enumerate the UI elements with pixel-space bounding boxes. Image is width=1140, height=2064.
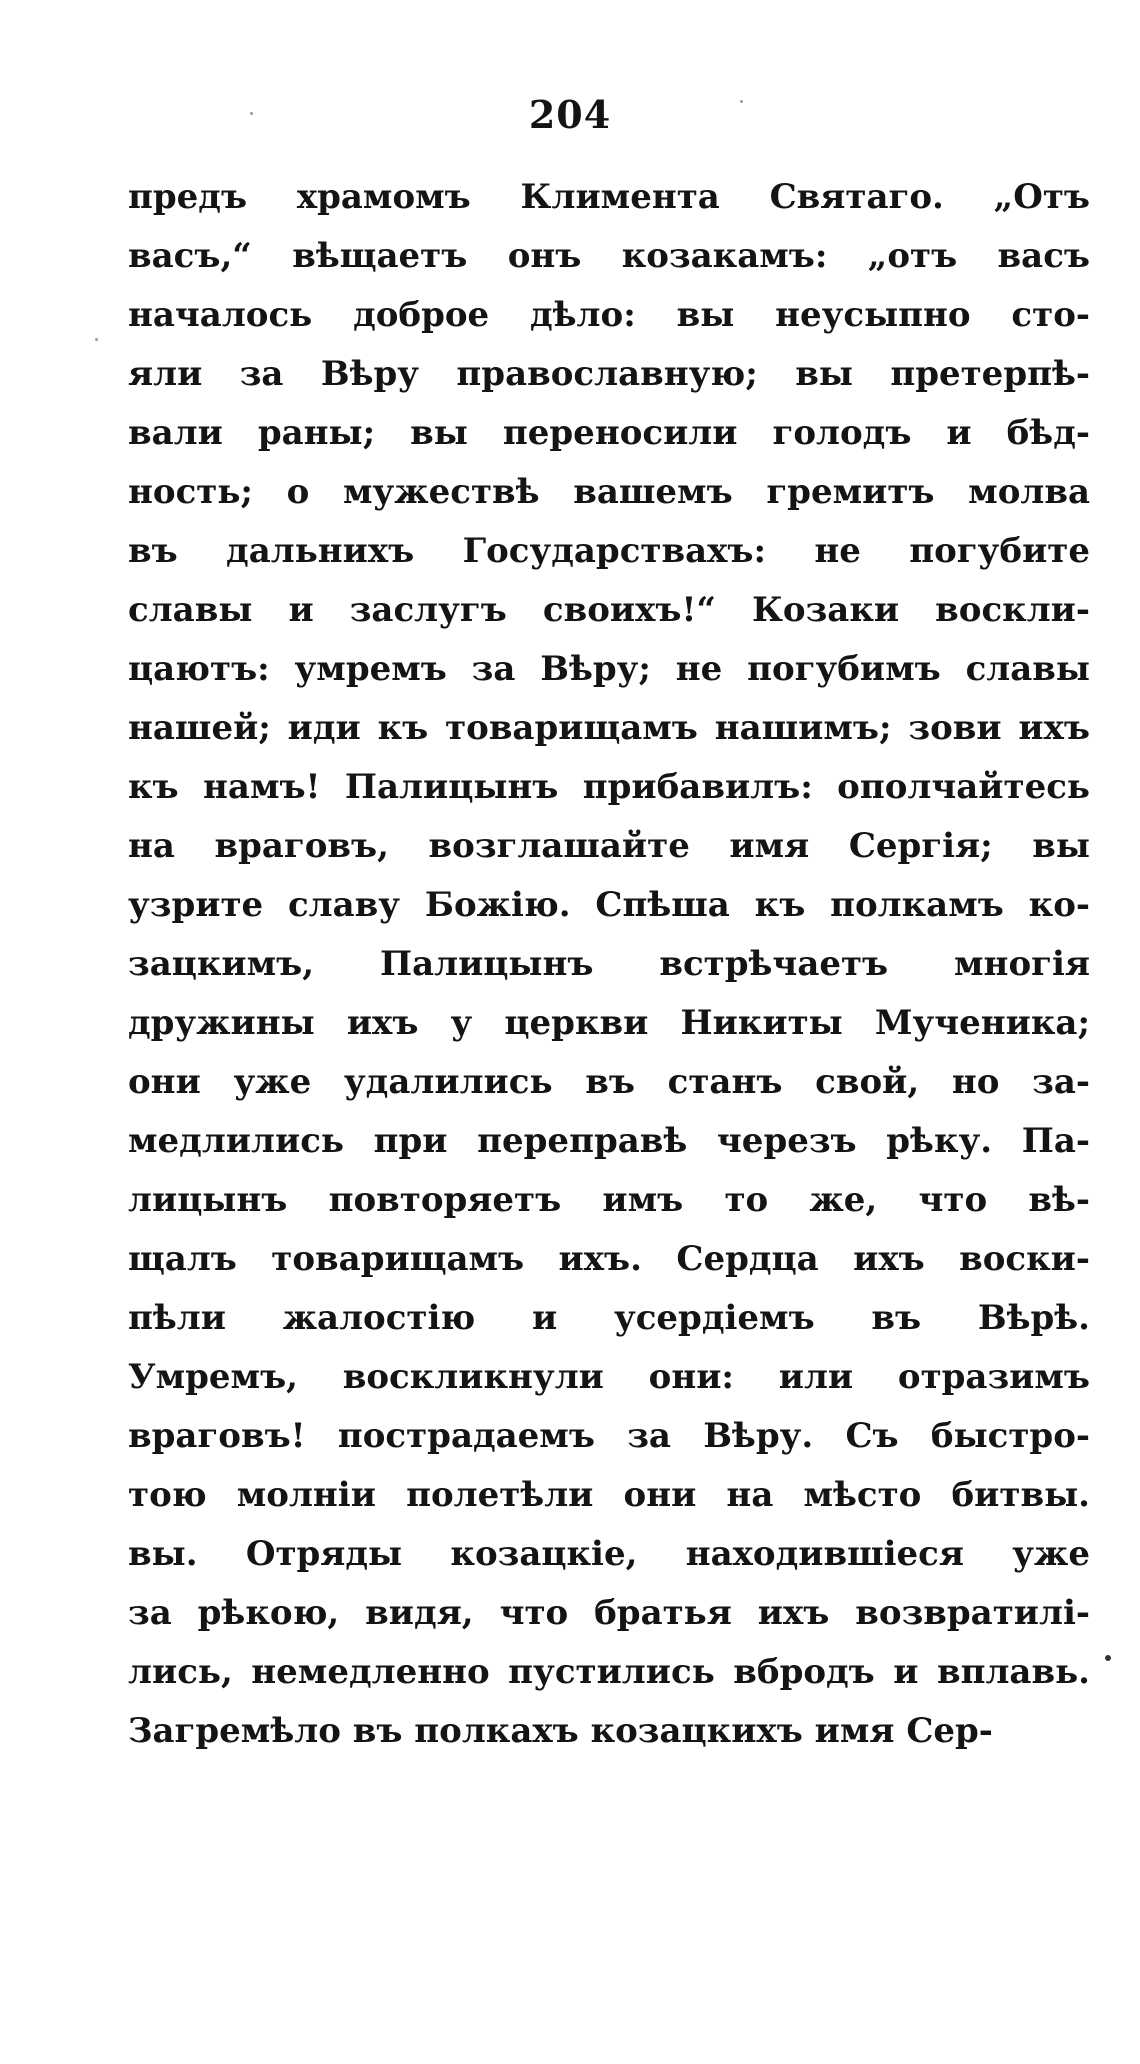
text-line: вы. Отряды козацкіе, находившіеся уже — [128, 1534, 1090, 1574]
text-line: предъ храмомъ Климента Святаго. „Отъ — [128, 177, 1090, 217]
text-line: въ дальнихъ Государствахъ: не погубите — [128, 531, 1090, 571]
text-line: за рѣкою, видя, что братья ихъ возвратилі- — [128, 1593, 1090, 1633]
scan-speck — [250, 112, 253, 115]
text-line: яли за Вѣру православную; вы претерпѣ- — [128, 354, 1090, 394]
text-line: пѣли жалостію и усердіемъ въ Вѣрѣ. — [128, 1298, 1090, 1338]
text-line: Умремъ, воскликнули они: или отразимъ — [128, 1357, 1090, 1397]
text-line: цаютъ: умремъ за Вѣру; не погубимъ славы — [128, 649, 1090, 689]
text-line: враговъ! пострадаемъ за Вѣру. Съ быстро- — [128, 1416, 1090, 1456]
text-line: вали раны; вы переносили голодъ и бѣд- — [128, 413, 1090, 453]
text-line: зацкимъ, Палицынъ встрѣчаетъ многія — [128, 944, 1090, 984]
text-line: нашей; иди къ товарищамъ нашимъ; зови ихъ — [128, 708, 1090, 748]
text-line: на враговъ, возглашайте имя Сергія; вы — [128, 826, 1090, 866]
text-line: къ намъ! Палицынъ прибавилъ: ополчайтесь — [128, 767, 1090, 807]
page-number: 204 — [528, 92, 612, 137]
text-line: они уже удалились въ станъ свой, но за- — [128, 1062, 1090, 1102]
text-line: щалъ товарищамъ ихъ. Сердца ихъ воски- — [128, 1239, 1090, 1279]
text-line: тою молніи полетѣли они на мѣсто битвы. — [128, 1475, 1090, 1515]
text-line: лись, немедленно пустились вбродъ и вплавь. — [128, 1652, 1090, 1692]
text-line: узрите славу Божію. Спѣша къ полкамъ ко- — [128, 885, 1090, 925]
text-line: дружины ихъ у церкви Никиты Мученика; — [128, 1003, 1090, 1043]
text-line: ность; о мужествѣ вашемъ гремитъ молва — [128, 472, 1090, 512]
text-line: славы и заслугъ своихъ!“ Козаки воскли- — [128, 590, 1090, 630]
scan-speck — [95, 338, 98, 341]
scan-speck — [1105, 1655, 1111, 1661]
scan-speck — [740, 100, 743, 103]
text-line: началось доброе дѣло: вы неусыпно сто- — [128, 295, 1090, 335]
text-line: лицынъ повторяетъ имъ то же, что вѣ- — [128, 1180, 1090, 1220]
text-line: Загремѣло въ полкахъ козацкихъ имя Сер- — [128, 1711, 993, 1751]
body-text — [128, 168, 1090, 1761]
text-line: медлились при переправѣ черезъ рѣку. Па- — [128, 1121, 1090, 1161]
text-line: васъ,“ вѣщаетъ онъ козакамъ: „отъ васъ — [128, 236, 1090, 276]
